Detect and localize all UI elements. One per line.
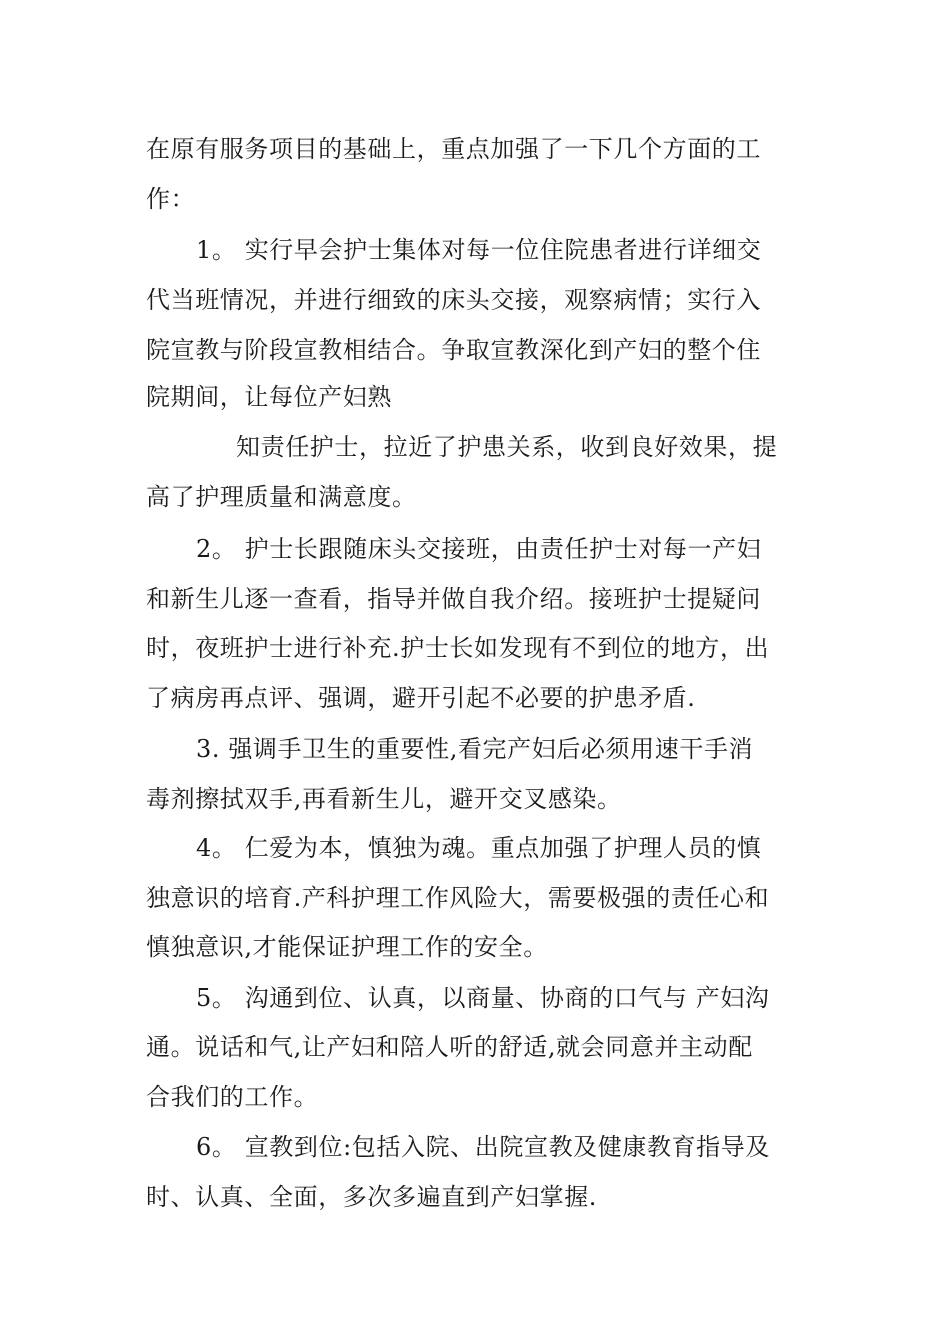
list-item-1-first-line: 1。 实行早会护士集体对每一位住院患者进行详细交 [196,236,762,264]
text-line: 和新生儿逐一查看，指导并做自我介绍。接班护士提疑问 [146,585,761,613]
text-line: 院宣教与阶段宣教相结合。争取宣教深化到产妇的整个住 [146,336,761,364]
list-item-3-first-line: 3. 强调手卫生的重要性,看完产妇后必须用速干手消 [196,735,754,763]
text-line: 毒剂擦拭双手,再看新生儿，避开交叉感染。 [146,785,622,813]
list-item-6-first-line: 6。 宣教到位:包括入院、出院宣教及健康教育指导及 [196,1133,770,1161]
text-line: 通。说话和气,让产妇和陪人听的舒适,就会同意并主动配 [146,1033,753,1061]
text-line: 合我们的工作。 [146,1083,319,1111]
text-line: 院期间，让每位产妇熟 [146,383,392,411]
text-line: 作： [146,185,196,213]
text-line: 时，夜班护士进行补充.护士长如发现有不到位的地方，出 [146,634,770,662]
text-line: 独意识的培育.产科护理工作风险大，需要极强的责任心和 [146,884,770,912]
list-item-5-first-line: 5。 沟通到位、认真，以商量、协商的口气与 产妇沟 [196,984,770,1012]
text-line: 了病房再点评、强调，避开引起不必要的护患矛盾. [146,684,696,712]
text-line: 高了护理质量和满意度。 [146,483,417,511]
list-item-2-first-line: 2。 护士长跟随床头交接班，由责任护士对每一产妇 [196,535,762,563]
continuation-first-line: 知责任护士，拉近了护患关系，收到良好效果，提 [236,433,778,461]
list-item-4-first-line: 4。 仁爱为本，慎独为魂。重点加强了护理人员的慎 [196,834,762,862]
text-line: 在原有服务项目的基础上，重点加强了一下几个方面的工 [146,135,761,163]
text-line: 慎独意识,才能保证护理工作的安全。 [146,933,548,961]
text-line: 代当班情况，并进行细致的床头交接，观察病情；实行入 [146,286,761,314]
text-line: 时、认真、全面，多次多遍直到产妇掌握. [146,1183,598,1211]
